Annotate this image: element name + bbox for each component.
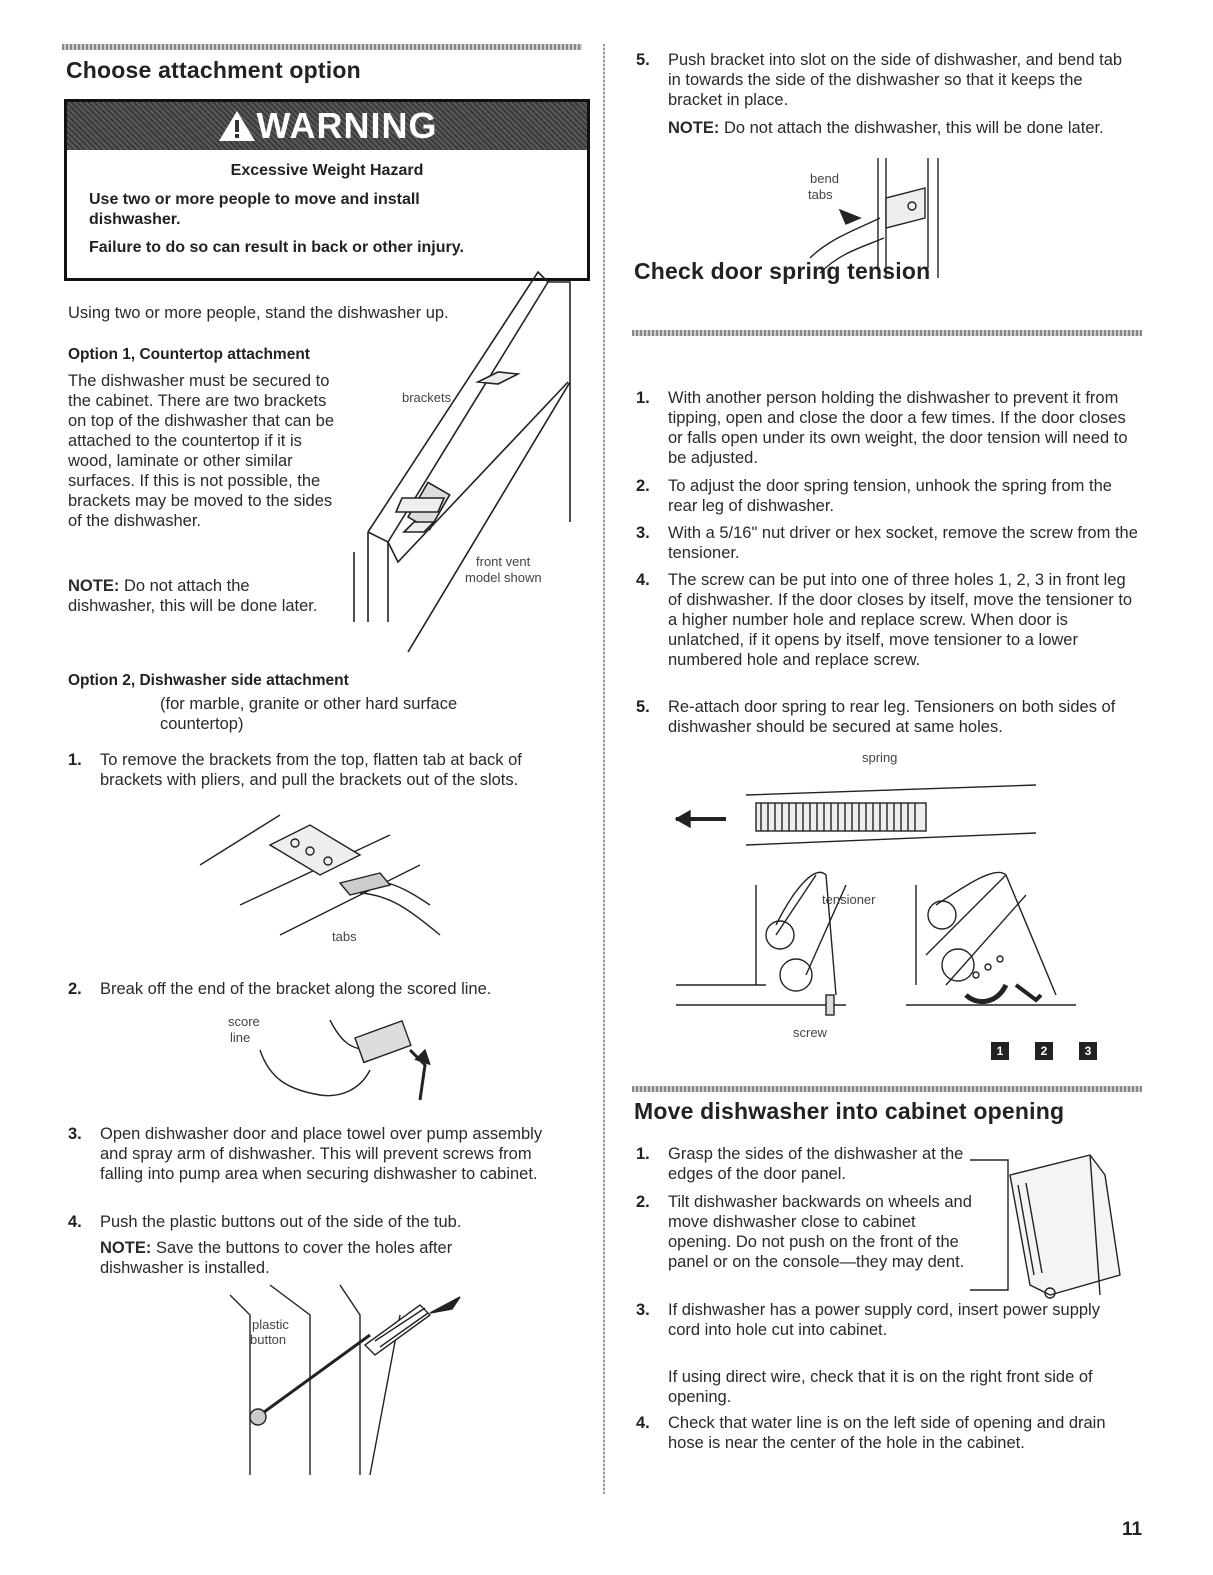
- step-text: Push the plastic buttons out of the side of the tub.: [100, 1213, 462, 1231]
- option1-heading: Option 1, Countertop attachment: [68, 346, 310, 363]
- step5-note: [668, 118, 1128, 138]
- figure-label-line: line: [230, 1030, 251, 1045]
- step-text: To remove the brackets from the top, flatten tab at back of brackets with pliers, and pull the brackets out of the slots.: [100, 751, 522, 789]
- section-rule: [632, 1086, 1142, 1092]
- warning-line-1: Use two or more people to move and install dishwasher.: [89, 191, 420, 228]
- step-text: To adjust the door spring tension, unhook the spring from the rear leg of dishwasher.: [668, 477, 1112, 515]
- move-step-3: [636, 1300, 1106, 1340]
- section-rule: [632, 330, 1142, 336]
- figure-label-screw: screw: [793, 1025, 827, 1040]
- figure-label-model-shown: model shown: [465, 570, 542, 585]
- note-text: Do not attach the dishwasher, this will be done later.: [68, 577, 318, 615]
- step-number: 5.: [636, 698, 650, 716]
- screwdriver-figure: [220, 1275, 480, 1475]
- step-number: [636, 1367, 668, 1407]
- step-text: If using direct wire, check that it is on the right front side of opening.: [668, 1368, 1093, 1406]
- warning-heading: Excessive Weight Hazard: [230, 162, 424, 179]
- step-number: 4.: [68, 1213, 82, 1231]
- option1-note: [68, 576, 338, 616]
- figure-label-tensioner: tensioner: [822, 892, 876, 907]
- note-label: NOTE:: [100, 1239, 152, 1257]
- spring-step-1: [636, 388, 1141, 468]
- figure-label-brackets: brackets: [402, 390, 452, 405]
- step-text: Check that water line is on the left side of opening and drain hose is near the center of the hole in the cabinet.: [668, 1414, 1106, 1452]
- move-step-4: [636, 1413, 1141, 1453]
- right-step-5: [636, 50, 1136, 110]
- step-number: 1.: [68, 751, 82, 769]
- intro-text: Using two or more people, stand the dishwasher up.: [68, 304, 449, 322]
- brackets-figure: [348, 262, 578, 652]
- figure-label-tabs: tabs: [332, 929, 357, 944]
- note-text: Do not attach the dishwasher, this will be done later.: [723, 119, 1104, 137]
- step-number: 4.: [636, 1414, 650, 1432]
- warning-line-2: Failure to do so can result in back or other injury.: [89, 239, 464, 256]
- left-step-3: [68, 1124, 548, 1184]
- figure-label-spring: spring: [862, 750, 898, 765]
- step-number: 1.: [636, 1145, 650, 1163]
- section-title-move: Move dishwasher into cabinet opening: [634, 1098, 1065, 1124]
- step-number: 3.: [636, 1301, 650, 1319]
- step-number: 5.: [636, 51, 650, 69]
- option2-heading: Option 2, Dishwasher side attachment: [68, 672, 349, 689]
- section-title-spring: Check door spring tension: [634, 258, 931, 284]
- spring-tensioner-figure: [676, 745, 1086, 1065]
- step-text: If dishwasher has a power supply cord, insert power supply cord into hole cut into cabinet.: [668, 1301, 1100, 1339]
- step-text: Push bracket into slot on the side of dishwasher, and bend tab in towards the side of the dishwasher so that it keeps the bracket in place.: [668, 51, 1123, 109]
- step-text: Tilt dishwasher backwards on wheels and move dishwasher close to cabinet opening. Do not push on the front of the panel or on the console—they may dent.: [668, 1193, 972, 1271]
- left-step-2: [68, 979, 578, 999]
- step-number: 3.: [636, 524, 650, 542]
- page-number: 11: [1122, 1519, 1143, 1540]
- move-step-1: [636, 1144, 966, 1184]
- step-text: Grasp the sides of the dishwasher at the edges of the door panel.: [668, 1145, 964, 1183]
- step-number: 1.: [636, 389, 650, 407]
- move-step-3b: [636, 1367, 1106, 1407]
- step4-note: [100, 1238, 520, 1278]
- step-number: 3.: [68, 1125, 82, 1143]
- hole-number-badges: [988, 1042, 1100, 1060]
- figure-label-button: button: [250, 1332, 287, 1347]
- step-number: 4.: [636, 571, 650, 589]
- option2-sub: (for marble, granite or other hard surface countertop): [160, 695, 458, 733]
- left-step-1: [68, 750, 578, 790]
- column-divider: [603, 44, 605, 1494]
- section-title-attachment: Choose attachment option: [66, 57, 361, 83]
- figure-label-front-vent: front vent: [476, 554, 531, 569]
- step-number: 2.: [636, 477, 650, 495]
- warning-banner: [67, 102, 587, 150]
- hole-badge-1: 1: [991, 1042, 1009, 1060]
- step-text: With another person holding the dishwasher to prevent it from tipping, open and close the door a few times. If the door closes or falls open under its own weight, the door tension will need to be adjusted.: [668, 389, 1128, 467]
- warning-title: WARNING: [256, 105, 438, 146]
- warning-box: [64, 99, 590, 281]
- note-text: Save the buttons to cover the holes after dishwasher is installed.: [100, 1239, 453, 1277]
- step-text: With a 5/16" nut driver or hex socket, remove the screw from the tensioner.: [668, 524, 1138, 562]
- note-label: NOTE:: [668, 119, 720, 137]
- hole-badge-2: 2: [1035, 1042, 1053, 1060]
- step-number: 2.: [636, 1193, 650, 1211]
- step-text: Open dishwasher door and place towel over pump assembly and spray arm of dishwasher. This will prevent screws from falling into pump area when securing dishwasher to cabinet.: [100, 1125, 543, 1183]
- figure-label-bend: bend: [810, 171, 839, 186]
- step-number: 2.: [68, 980, 82, 998]
- dishwasher-tilt-figure: [970, 1145, 1130, 1305]
- spring-step-3: [636, 523, 1141, 563]
- section-rule: [62, 44, 582, 50]
- figure-label-tabs-right: tabs: [808, 187, 833, 202]
- pliers-bracket-figure: [200, 815, 460, 955]
- spring-step-2: [636, 476, 1126, 516]
- step-text: The screw can be put into one of three holes 1, 2, 3 in front leg of dishwasher. If the door closes by itself, move the tensioner to a higher number hole and replace screw. When door is unlatched, if it opens by itself, move tensioner to a lower numbered hole and replace screw.: [668, 571, 1133, 669]
- hole-badge-3: 3: [1079, 1042, 1097, 1060]
- spring-step-5: [636, 697, 1136, 737]
- break-bracket-figure: [250, 1010, 440, 1110]
- left-step-4: [68, 1212, 578, 1232]
- step-text: Re-attach door spring to rear leg. Tensioners on both sides of dishwasher should be secured at same holes.: [668, 698, 1116, 736]
- step-text: Break off the end of the bracket along the scored line.: [100, 980, 492, 998]
- figure-label-plastic: plastic: [252, 1317, 289, 1332]
- warning-triangle-icon: [217, 109, 257, 143]
- option1-body: The dishwasher must be secured to the cabinet. There are two brackets on top of the dishwasher that can be attached to the countertop if it is wood, laminate or other similar surfaces. If this is not possible, the brackets may be moved to the sides of the dishwasher.: [68, 372, 335, 530]
- move-step-2: [636, 1192, 976, 1272]
- spring-step-4: [636, 570, 1136, 670]
- figure-label-score: score: [228, 1014, 260, 1029]
- note-label: NOTE:: [68, 577, 120, 595]
